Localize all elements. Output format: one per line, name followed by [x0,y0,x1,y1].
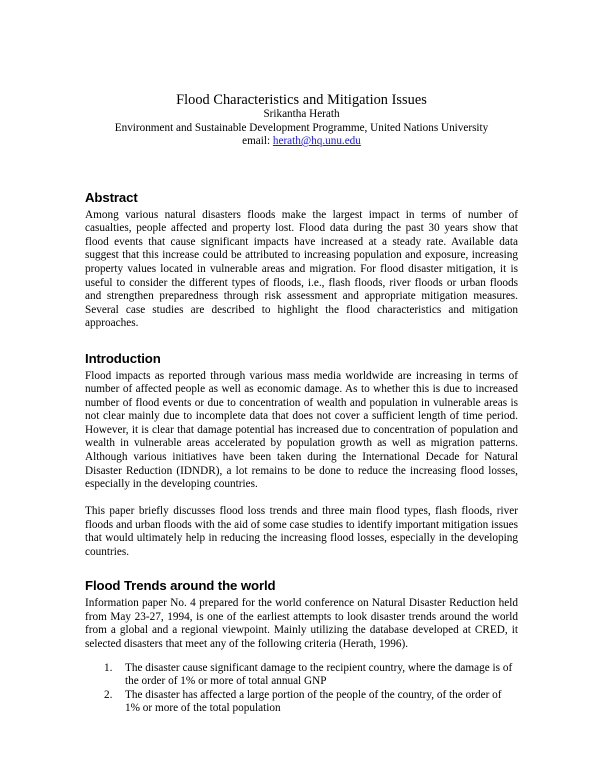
list-item-text: The disaster cause significant damage to the recipient country, where the damage is of the order of 1% or more of total annual GNP [125,661,513,688]
email-link[interactable]: herath@hq.unu.edu [272,135,361,147]
author-name: Srikantha Herath [263,108,340,120]
introduction-paragraph-1: Flood impacts as reported through various mass media worldwide are increasing in terms of number of affected people as well as economic damage. As to whether this is due to increased number of flood events or due to concentration of wealth and population in vulnerable areas is not clear mainly due to incomplete data that does not cover a sufficient length of time period. However, it is clear that damage potential has increased due to concentration of population and wealth in vulnerable areas accelerated by population growth as well as migration patterns. Although various initiatives have been taken during the International Decade for Natural Disaster Reduction (IDNDR), a lot remains to be done to reduce the increasing flood losses, especially in the developing countries. [85,369,518,491]
email-line [85,135,518,149]
list-item-number: 1. [104,661,113,674]
page-content [85,0,518,716]
email-label: email: [242,135,273,147]
flood-trends-paragraph: Information paper No. 4 prepared for the world conference on Natural Disaster Reduction held from May 23-27, 1994, is one of the earliest attempts to look disaster trends around the world from a global and a regional viewpoint. Mainly utilizing the database developed at CRED, it selected disasters that meet any of the following criteria (Herath, 1996). [85,597,518,650]
heading-flood-trends: Flood Trends around the world [85,578,276,594]
list-item [85,662,518,689]
criteria-list [85,662,518,716]
abstract-paragraph: Among various natural disasters floods make the largest impact in terms of number of casualties, people affected and property lost. Flood data during the past 30 years show that flood events that cause significant impacts have increased at a steady rate. Available data suggest that this increase could be attributed to increasing population and exposure, increasing property values located in vulnerable areas and migration. For flood disaster mitigation, it is useful to consider the different types of floods, i.e., flash floods, river floods or urban floods and strengthen preparedness through risk assessment and appropriate mitigation measures. Several case studies are described to highlight the flood characteristics and mitigation approaches. [85,208,518,330]
list-item-text: The disaster has affected a large portion of the people of the country, of the order of 1% or more of the total population [125,688,502,715]
heading-abstract: Abstract [85,189,138,205]
title-block [85,92,518,149]
list-item [85,689,518,716]
introduction-paragraph-2: This paper briefly discusses flood loss trends and three main flood types, flash floods, river floods and urban floods with the aid of some case studies to identify important mitigation issues that would ultimately help in reducing the increasing flood losses, especially in the developing countries. [85,505,518,558]
list-item-number: 2. [104,688,113,701]
heading-introduction: Introduction [85,350,161,366]
author-affiliation: Environment and Sustainable Development Programme, United Nations University [114,121,489,134]
page-title: Flood Characteristics and Mitigation Issues [176,92,427,108]
